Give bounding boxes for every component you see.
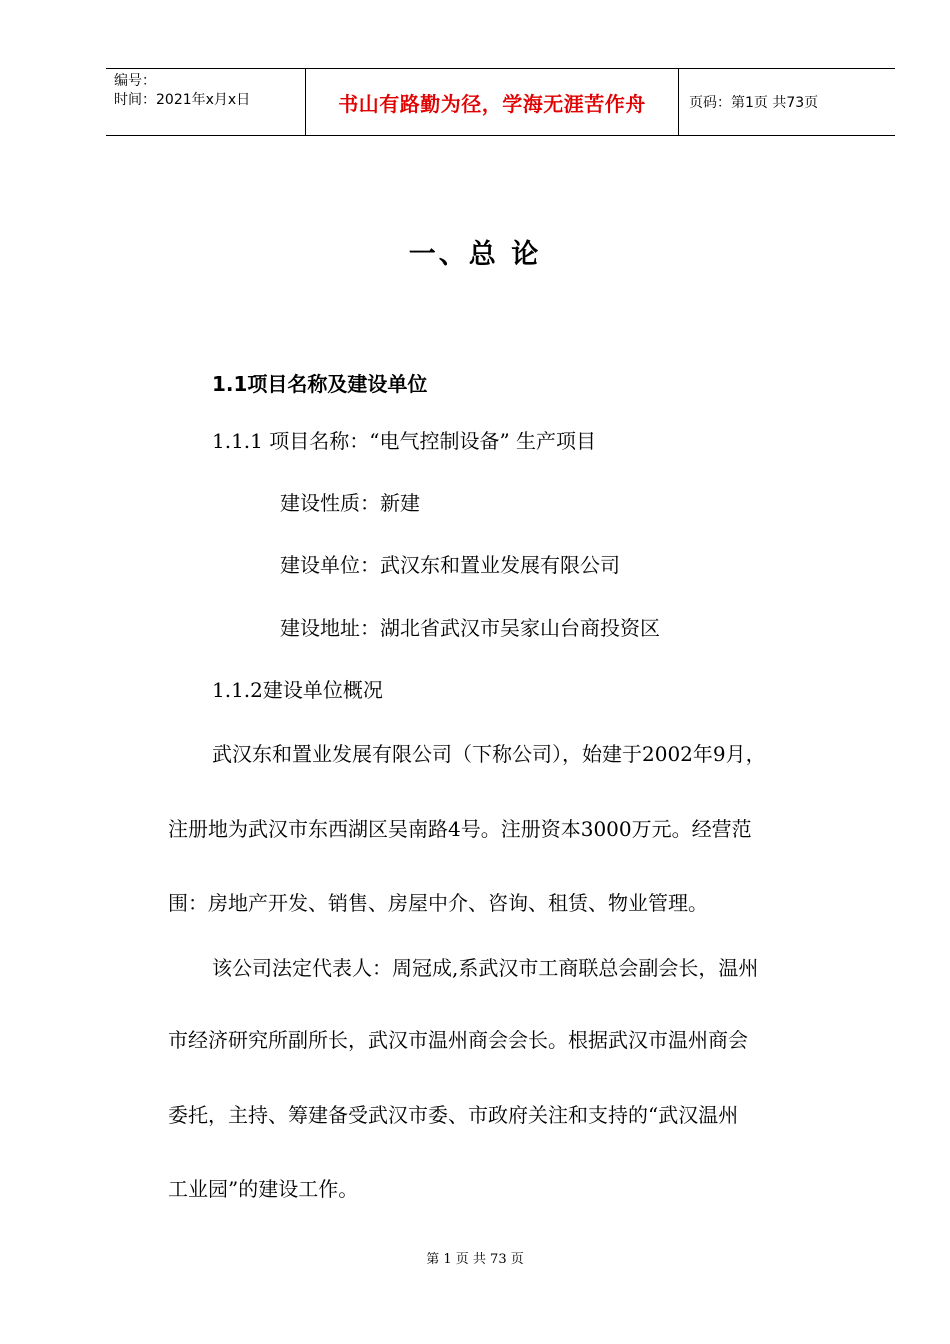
subsection-heading: 1.1.2建设单位概况 bbox=[212, 678, 383, 702]
page-footer: 第 1 页 共 73 页 bbox=[426, 1252, 524, 1267]
document-date: 时间：2021年x月x日 bbox=[114, 92, 251, 108]
construction-nature-line: 建设性质：新建 bbox=[280, 491, 420, 515]
document-number-label: 编号： bbox=[114, 73, 156, 89]
paragraph-line: 该公司法定代表人：周冠成,系武汉市工商联总会副会长，温州 bbox=[212, 956, 759, 980]
paragraph-line: 注册地为武汉市东西湖区吴南路4号。注册资本3000万元。经营范 bbox=[168, 817, 752, 841]
header-page-info: 页码：第1页 共73页 bbox=[689, 95, 819, 111]
header-motto: 书山有路勤为径，学海无涯苦作舟 bbox=[306, 69, 679, 135]
paragraph-line: 工业园”的建设工作。 bbox=[168, 1177, 359, 1201]
paragraph-line: 市经济研究所副所长，武汉市温州商会会长。根据武汉市温州商会 bbox=[168, 1028, 748, 1052]
paragraph-line: 围：房地产开发、销售、房屋中介、咨询、租赁、物业管理。 bbox=[168, 891, 708, 915]
header-meta bbox=[106, 69, 306, 135]
project-name-line: 1.1.1 项目名称：“电气控制设备” 生产项目 bbox=[212, 429, 597, 453]
chapter-title: 一、总 论 bbox=[408, 239, 542, 270]
construction-unit-line: 建设单位：武汉东和置业发展有限公司 bbox=[280, 553, 620, 577]
construction-address-line: 建设地址：湖北省武汉市吴家山台商投资区 bbox=[280, 616, 660, 640]
section-title: 1.1项目名称及建设单位 bbox=[212, 372, 428, 396]
paragraph-line: 委托，主持、筹建备受武汉市委、市政府关注和支持的“武汉温州 bbox=[168, 1103, 739, 1127]
page-header bbox=[106, 68, 895, 136]
paragraph-line: 武汉东和置业发展有限公司（下称公司），始建于2002年9月， bbox=[212, 742, 766, 766]
